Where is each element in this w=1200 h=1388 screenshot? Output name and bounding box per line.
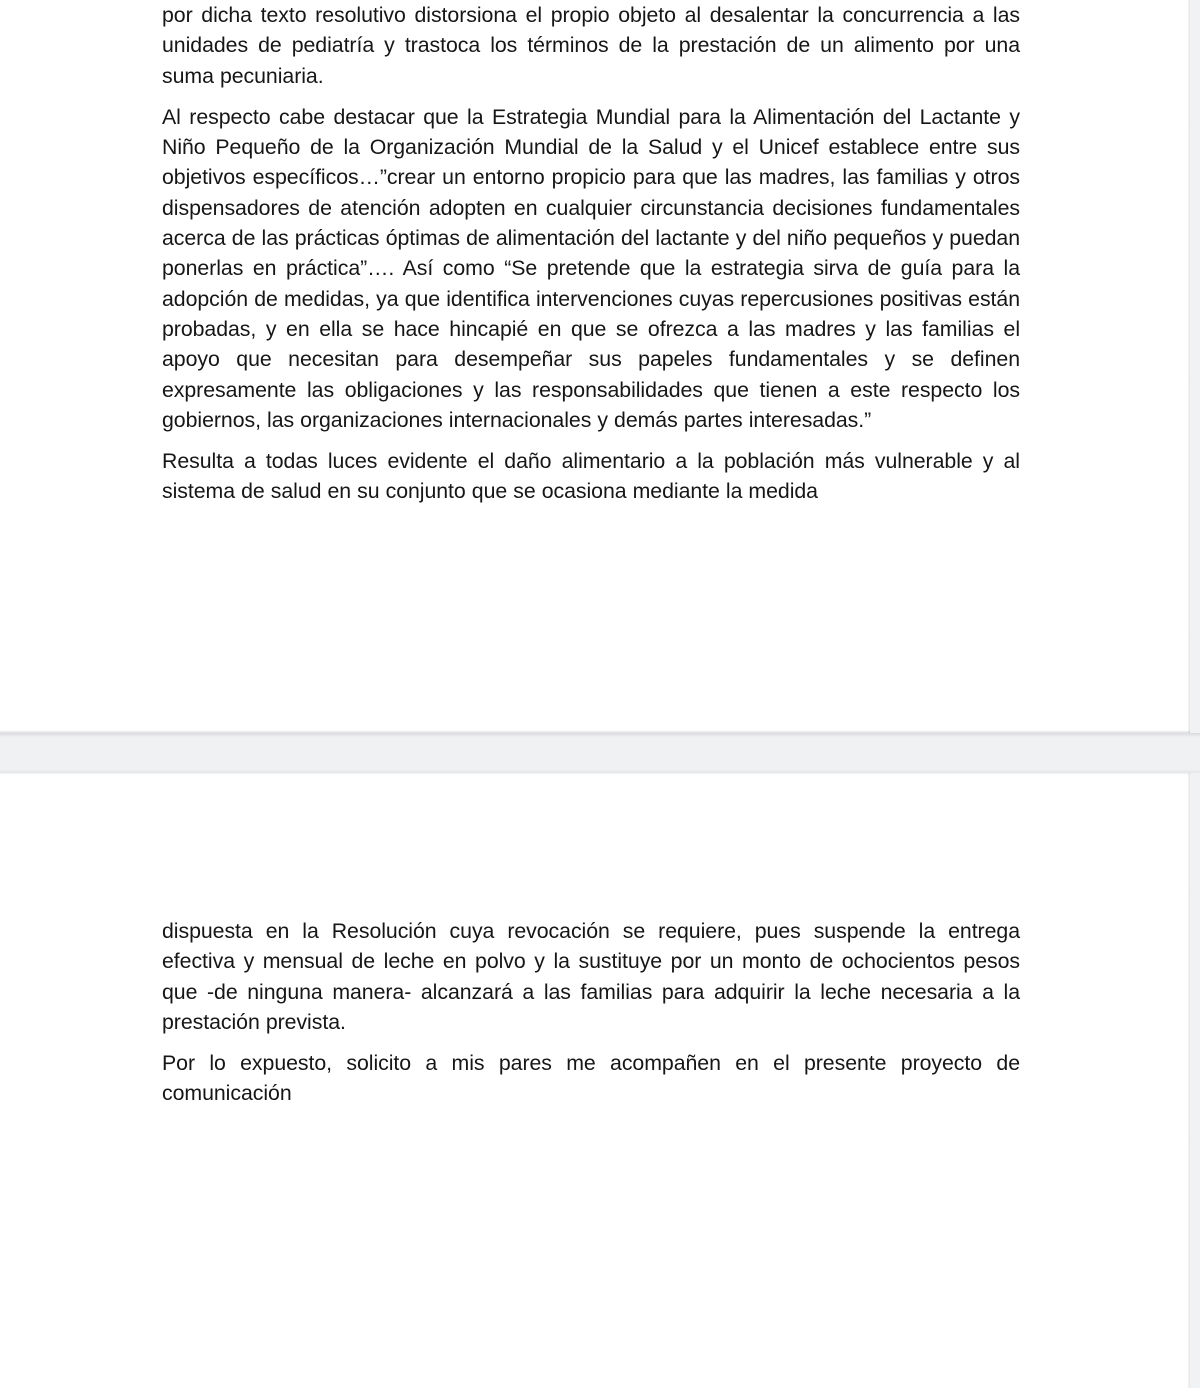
paragraph: Resulta a todas luces evidente el daño alimentario a la población más vulnerable y al sistema de salud en su conjunto que se ocasiona mediante la medida <box>162 449 1020 504</box>
paragraph: dispuesta en la Resolución cuya revocación se requiere, pues suspende la entrega efectiva y mensual de leche en polvo y la sustituye por un monto de ochocientos pesos que -de ninguna manera- alcanzará a las familias para adquirir la leche necesaria a la prestación prevista. <box>162 919 1020 1034</box>
paragraph: por dicha texto resolutivo distorsiona el propio objeto al desalentar la concurrencia a las unidades de pediatría y trastoca los términos de la prestación de un alimento por una suma pecuniaria. <box>162 3 1020 88</box>
gap-top-shadow <box>0 733 1200 737</box>
document-page-2 <box>0 773 1190 1388</box>
page-2-text-column <box>162 916 1020 1109</box>
paragraph: Al respecto cabe destacar que la Estrategia Mundial para la Alimentación del Lactante y Niño Pequeño de la Organización Mundial de la Salud y el Unicef establece entre sus objetivos específicos…”crear un entorno propicio para que las madres, las familias y otros dispensadores de atención adopten en cualquier circunstancia decisiones fundamentales acerca de las prácticas óptimas de alimentación del lactante y del niño pequeños y puedan ponerlas en práctica”…. Así como “Se pretende que la estrategia sirva de guía para la adopción de medidas, ya que identifica intervenciones cuyas repercusiones positivas están probadas, y en ella se hace hincapié en que se ofrezca a las madres y las familias el apoyo que necesitan para desempeñar sus papeles fundamentales y se definen expresamente las obligaciones y las responsabilidades que tienen a este respecto los gobiernos, las organizaciones internacionales y demás partes interesadas.” <box>162 104 1020 432</box>
page-separator-gap <box>0 733 1200 773</box>
paragraph: Por lo expuesto, solicito a mis pares me acompañen en el presente proyecto de comunicación <box>162 1051 1020 1106</box>
page-1-text-column <box>162 0 1020 507</box>
